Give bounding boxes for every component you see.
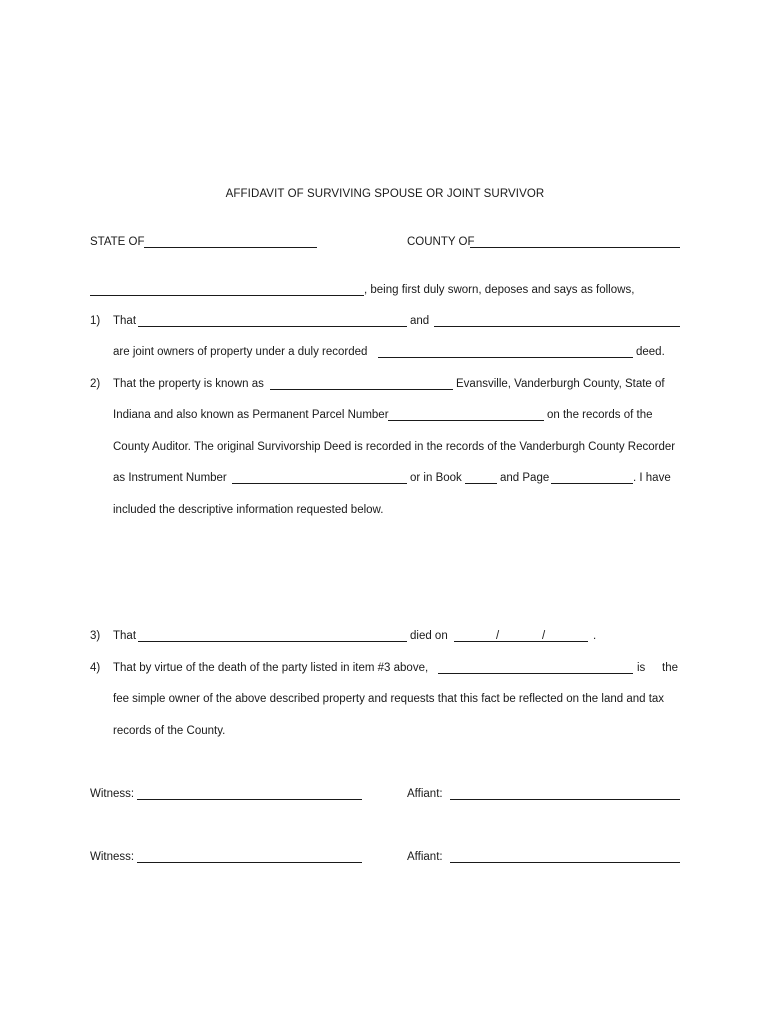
item2-location-text: Evansville, Vanderburgh County, State of: [456, 378, 665, 390]
parcel-number-blank[interactable]: [388, 420, 544, 421]
item2-book-text: or in Book: [410, 472, 462, 484]
item2-number: 2): [90, 378, 101, 390]
item3-that: That: [113, 630, 137, 642]
item4-records-text: records of the County.: [113, 725, 226, 737]
item1-deed-text: deed.: [636, 346, 665, 358]
item2-instrument-text: as Instrument Number: [113, 472, 227, 484]
book-blank[interactable]: [465, 483, 497, 484]
affiant-signature-2[interactable]: [450, 862, 680, 863]
deceased-name-blank[interactable]: [138, 641, 407, 642]
affiant-signature-1[interactable]: [450, 799, 680, 800]
item4-the: the: [662, 662, 678, 674]
item3-died-on: died on: [410, 630, 448, 642]
item1-number: 1): [90, 315, 101, 327]
item4-virtue-text: That by virtue of the death of the party listed in item #3 above,: [113, 662, 429, 674]
owner2-blank[interactable]: [434, 326, 680, 327]
affiant-intro-row: [0, 282, 770, 298]
item2-line1: [0, 376, 770, 392]
item3-line1: [0, 628, 770, 644]
witness-label: Witness:: [90, 851, 135, 863]
item2-i-have-text: . I have: [633, 472, 671, 484]
state-label: STATE OF: [90, 236, 145, 248]
state-county-row: [0, 234, 770, 250]
item2-line5: [0, 502, 770, 518]
witness-label: Witness:: [90, 788, 135, 800]
survivor-name-blank[interactable]: [438, 673, 633, 674]
page-title: AFFIDAVIT OF SURVIVING SPOUSE OR JOINT SURVIVOR: [225, 188, 545, 200]
item4-line2: [0, 691, 770, 707]
affiant-label: Affiant:: [407, 788, 443, 800]
witness-signature-2[interactable]: [137, 862, 362, 863]
page-blank[interactable]: [551, 483, 633, 484]
county-label: COUNTY OF: [407, 236, 475, 248]
date-of-death-blank[interactable]: [454, 641, 588, 642]
item2-page-text: and Page: [500, 472, 550, 484]
item2-records-text: on the records of the: [547, 409, 653, 421]
item4-line3: [0, 723, 770, 739]
item4-fee-simple-text: fee simple owner of the above described property and requests that this fact be reflected on the land and tax: [113, 693, 665, 705]
deed-type-blank[interactable]: [378, 357, 633, 358]
item2-parcel-text: Indiana and also known as Permanent Parcel Number: [113, 409, 389, 421]
signature-row-1: [0, 786, 770, 802]
item1-line2: [0, 344, 770, 360]
instrument-number-blank[interactable]: [232, 483, 407, 484]
item1-line1: [0, 313, 770, 329]
date-slash-1: /: [496, 630, 500, 642]
signature-row-2: [0, 849, 770, 865]
item3-number: 3): [90, 630, 101, 642]
owner1-blank[interactable]: [138, 326, 407, 327]
item1-that: That: [113, 315, 137, 327]
item4-number: 4): [90, 662, 101, 674]
item4-is: is: [637, 662, 646, 674]
affiant-name-blank[interactable]: [90, 295, 364, 296]
county-blank[interactable]: [470, 247, 680, 248]
item2-line3: [0, 439, 770, 455]
item2-line4: [0, 470, 770, 486]
item1-joint-owners-text: are joint owners of property under a duly recorded: [113, 346, 368, 358]
date-slash-2: /: [542, 630, 546, 642]
item2-line2: [0, 407, 770, 423]
affiant-intro-text: , being first duly sworn, deposes and says as follows,: [364, 284, 635, 296]
witness-signature-1[interactable]: [137, 799, 362, 800]
item1-and: and: [410, 315, 430, 327]
state-blank[interactable]: [144, 247, 317, 248]
item2-known-as-text: That the property is known as: [113, 378, 264, 390]
title-row: [0, 186, 770, 202]
item4-line1: [0, 660, 770, 676]
affiant-label: Affiant:: [407, 851, 443, 863]
item2-auditor-text: County Auditor. The original Survivorship Deed is recorded in the records of the Vanderburgh County Recorder: [113, 441, 676, 453]
item3-period: .: [593, 630, 597, 642]
item2-included-text: included the descriptive information requested below.: [113, 504, 384, 516]
property-address-blank[interactable]: [270, 389, 453, 390]
